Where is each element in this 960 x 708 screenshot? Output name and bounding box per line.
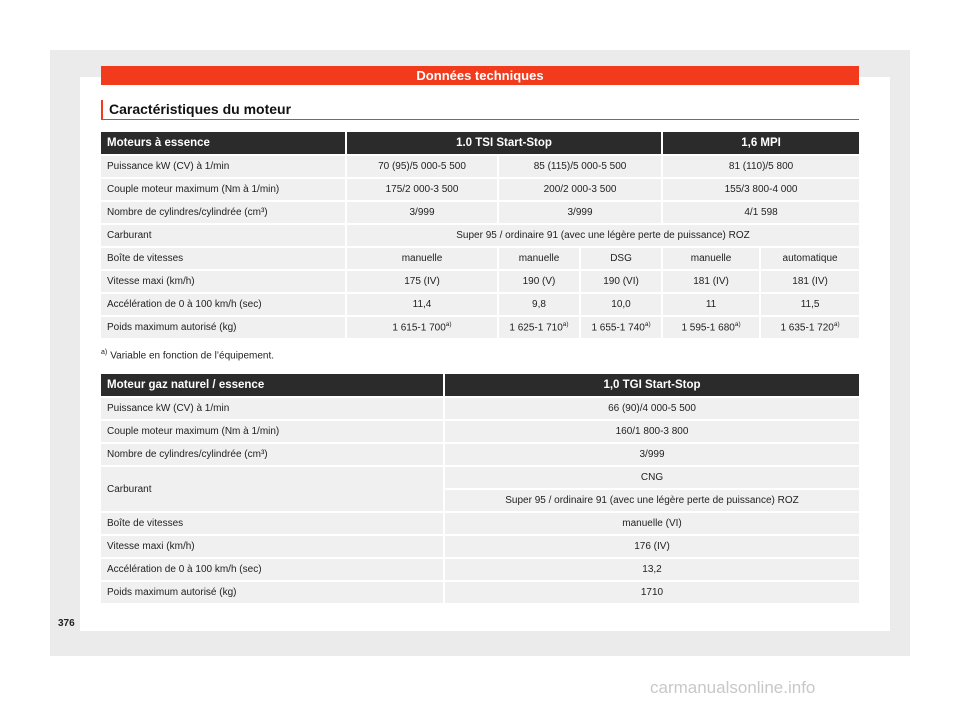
table-row	[101, 582, 859, 603]
table-row	[101, 294, 859, 315]
cell: 181 (IV)	[759, 271, 859, 292]
cell: 11,4	[345, 294, 497, 315]
cell: Super 95 / ordinaire 91 (avec une légère perte de puissance) ROZ	[345, 225, 859, 246]
header-engine-type: Moteurs à essence	[101, 132, 345, 154]
table-header-row	[101, 374, 859, 396]
table-row	[101, 179, 859, 200]
footnote-ref: a)	[445, 321, 452, 329]
row-label: Carburant	[101, 225, 345, 246]
footnote-mark: a)	[101, 349, 108, 356]
cell: 3/999	[443, 444, 859, 465]
page-number: 376	[58, 618, 75, 629]
cell: 181 (IV)	[661, 271, 759, 292]
cell: 175/2 000-3 500	[345, 179, 497, 200]
table-row	[101, 467, 859, 488]
cell: 3/999	[497, 202, 661, 223]
row-label: Couple moteur maximum (Nm à 1/min)	[101, 179, 345, 200]
header-tgi: 1,0 TGI Start-Stop	[443, 374, 859, 396]
table-row	[101, 225, 859, 246]
cell: 81 (110)/5 800	[661, 156, 859, 177]
cell-value: 1 595-1 680	[681, 322, 735, 334]
cell: 200/2 000-3 500	[497, 179, 661, 200]
row-label: Boîte de vitesses	[101, 248, 345, 269]
cell	[759, 317, 859, 338]
cell	[661, 317, 759, 338]
header-tsi: 1.0 TSI Start-Stop	[345, 132, 661, 154]
petrol-engine-table	[101, 130, 859, 340]
cell	[497, 317, 579, 338]
row-label: Vitesse maxi (km/h)	[101, 271, 345, 292]
cell: Super 95 / ordinaire 91 (avec une légère perte de puissance) ROZ	[443, 490, 859, 511]
table-row	[101, 156, 859, 177]
table-row	[101, 536, 859, 557]
cell: automatique	[759, 248, 859, 269]
cell: 160/1 800-3 800	[443, 421, 859, 442]
cell: 13,2	[443, 559, 859, 580]
cell: 85 (115)/5 000-5 500	[497, 156, 661, 177]
footnote-ref: a)	[644, 321, 651, 329]
cell: 11	[661, 294, 759, 315]
section-title-accent	[101, 100, 103, 119]
cell: 175 (IV)	[345, 271, 497, 292]
chapter-banner: Données techniques	[101, 66, 859, 85]
row-label: Accélération de 0 à 100 km/h (sec)	[101, 559, 443, 580]
section-title-text: Caractéristiques du moteur	[109, 101, 292, 117]
row-label: Puissance kW (CV) à 1/min	[101, 398, 443, 419]
row-label: Carburant	[101, 467, 443, 511]
table-row	[101, 444, 859, 465]
footnote-ref: a)	[734, 321, 741, 329]
cell: 11,5	[759, 294, 859, 315]
cell: 70 (95)/5 000-5 500	[345, 156, 497, 177]
footnote-text: Variable en fonction de l’équipement.	[110, 350, 275, 362]
cell: manuelle (VI)	[443, 513, 859, 534]
cng-engine-table	[101, 372, 859, 605]
cell: 4/1 598	[661, 202, 859, 223]
table-row	[101, 421, 859, 442]
table-row	[101, 248, 859, 269]
header-mpi: 1,6 MPI	[661, 132, 859, 154]
row-label: Nombre de cylindres/cylindrée (cm³)	[101, 444, 443, 465]
cell	[579, 317, 661, 338]
header-engine-type: Moteur gaz naturel / essence	[101, 374, 443, 396]
table-row	[101, 202, 859, 223]
cell: 1710	[443, 582, 859, 603]
row-label: Vitesse maxi (km/h)	[101, 536, 443, 557]
cell: CNG	[443, 467, 859, 488]
footnote-ref: a)	[833, 321, 840, 329]
cell-value: 1 635-1 720	[780, 322, 834, 334]
row-label: Accélération de 0 à 100 km/h (sec)	[101, 294, 345, 315]
cell: 190 (V)	[497, 271, 579, 292]
table-row	[101, 271, 859, 292]
cell	[345, 317, 497, 338]
cell: DSG	[579, 248, 661, 269]
row-label: Poids maximum autorisé (kg)	[101, 317, 345, 338]
cell: manuelle	[497, 248, 579, 269]
cell: 155/3 800-4 000	[661, 179, 859, 200]
cell: 10,0	[579, 294, 661, 315]
row-label: Boîte de vitesses	[101, 513, 443, 534]
cell: 66 (90)/4 000-5 500	[443, 398, 859, 419]
row-label: Couple moteur maximum (Nm à 1/min)	[101, 421, 443, 442]
cell: manuelle	[661, 248, 759, 269]
cell-value: 1 625-1 710	[509, 322, 563, 334]
cell: 190 (VI)	[579, 271, 661, 292]
table-row	[101, 559, 859, 580]
footnote-ref: a)	[562, 321, 569, 329]
table-row	[101, 513, 859, 534]
cell-value: 1 655-1 740	[591, 322, 645, 334]
cell-value: 1 615-1 700	[392, 322, 446, 334]
row-label: Poids maximum autorisé (kg)	[101, 582, 443, 603]
cell: manuelle	[345, 248, 497, 269]
table-header-row	[101, 132, 859, 154]
section-title	[101, 100, 859, 120]
row-label: Nombre de cylindres/cylindrée (cm³)	[101, 202, 345, 223]
cell: 3/999	[345, 202, 497, 223]
cell: 176 (IV)	[443, 536, 859, 557]
row-label: Puissance kW (CV) à 1/min	[101, 156, 345, 177]
table-row	[101, 398, 859, 419]
table-row	[101, 317, 859, 338]
footnote	[101, 349, 274, 361]
watermark: carmanualsonline.info	[650, 678, 816, 697]
cell: 9,8	[497, 294, 579, 315]
